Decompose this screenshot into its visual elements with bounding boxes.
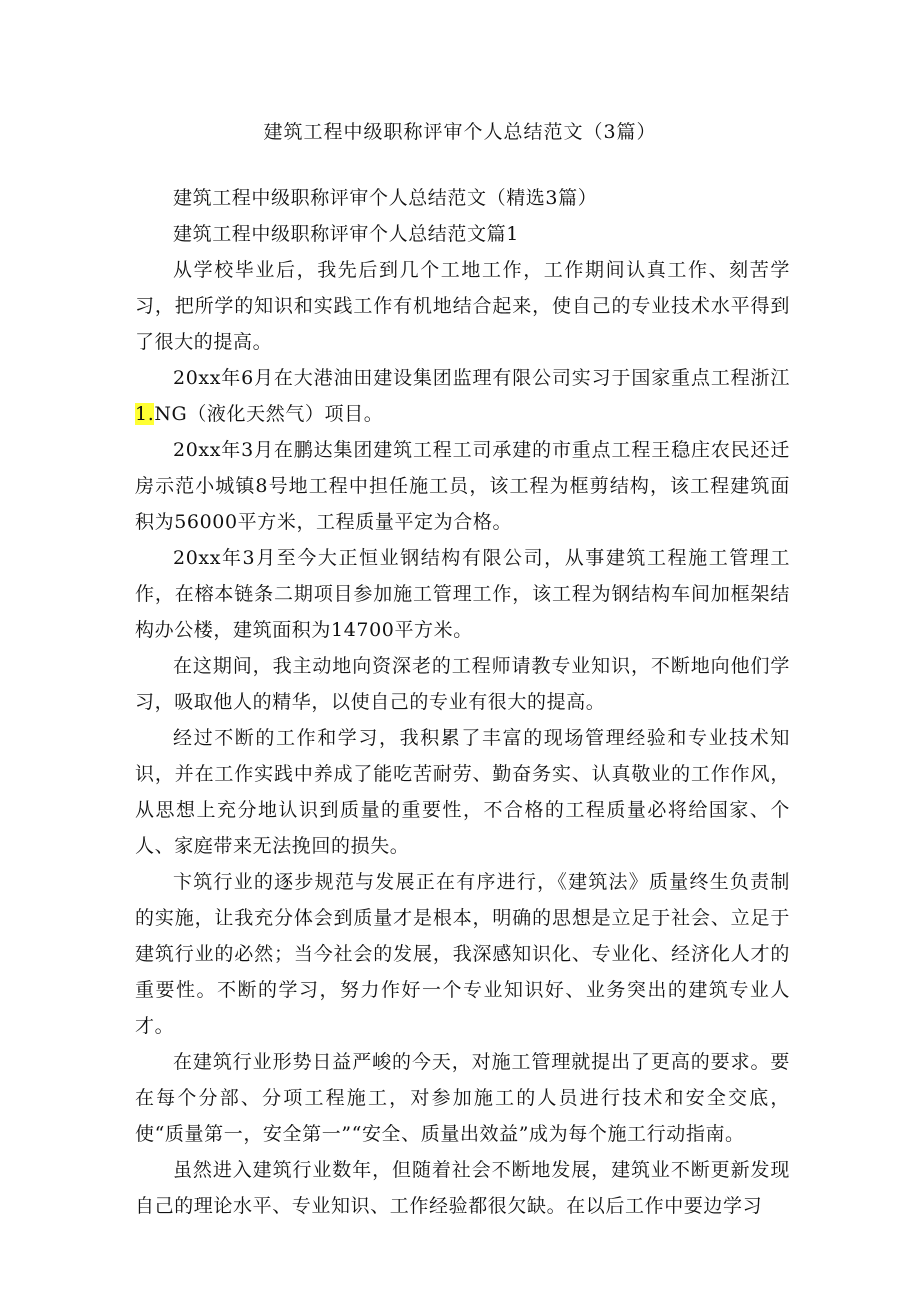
document-title: 建筑工程中级职称评审个人总结范文（3篇） xyxy=(263,121,657,143)
paragraph-self-improvement: 虽然进入建筑行业数年，但随着社会不断地发展，建筑业不断更新发现自己的理论水平、专业知识、工作经验都很欠缺。在以后工作中要边学习 xyxy=(135,1159,790,1217)
section-heading: 建筑工程中级职称评审个人总结范文篇1 xyxy=(173,223,519,245)
paragraph-steel-structure: 20xx年3月至今大正恒业钢结构有限公司，从事建筑工程施工管理工作，在榕本链条二期项目参加施工管理工作，该工程为钢结构车间加框架结构办公楼，建筑面积为14700平方米。 xyxy=(135,547,790,641)
paragraph-internship xyxy=(135,360,790,432)
paragraph-management: 在建筑行业形势日益严峻的今天，对施工管理就提出了更高的要求。要在每个分部、分项工程施工，对参加施工的人员进行技术和安全交底，使“质量第一，安全第一”“安全、质量出效益”成为每个施工行动指南。 xyxy=(135,1051,790,1145)
paragraph-learning: 在这期间，我主动地向资深老的工程师请教专业知识，不断地向他们学习，吸取他人的精华，以使自己的专业有很大的提高。 xyxy=(135,655,790,713)
paragraph-internship-rest: NG（液化天然气）项目。 xyxy=(154,403,384,425)
subtitle-paragraph: 建筑工程中级职称评审个人总结范文（精选3篇） xyxy=(173,187,598,209)
paragraph-experience: 经过不断的工作和学习，我积累了丰富的现场管理经验和专业技术知识，并在工作实践中养成了能吃苦耐劳、勤奋务实、认真敬业的工作作风，从思想上充分地认识到质量的重要性，不合格的工程质量必将给国家、个人、家庭带来无法挽回的损失。 xyxy=(135,727,790,857)
paragraph-graduation: 从学校毕业后，我先后到几个工地工作，工作期间认真工作、刻苦学习，把所学的知识和实践工作有机地结合起来，使自己的专业技术水平得到了很大的提高。 xyxy=(135,259,790,353)
highlighted-text: 1. xyxy=(135,403,155,425)
paragraph-pengda: 20xx年3月在鹏达集团建筑工程工司承建的市重点工程王稳庄农民还迁房示范小城镇8号地工程中担任施工员，该工程为框剪结构，该工程建筑面积为56000平方米，工程质量平定为合格。 xyxy=(135,439,790,533)
paragraph-internship-text: 20xx年6月在大港油田建设集团监理有限公司实习于国家重点工程浙江 xyxy=(173,367,790,389)
document-body xyxy=(135,180,790,1224)
paragraph-industry: 卞筑行业的逐步规范与发展正在有序进行，《建筑法》质量终生负责制的实施，让我充分体会到质量才是根本，明确的思想是立足于社会、立足于建筑行业的必然；当今社会的发展，我深感知识化、专业化、经济化人才的重要性。不断的学习，努力作好一个专业知识好、业务突出的建筑专业人才。 xyxy=(135,871,790,1037)
